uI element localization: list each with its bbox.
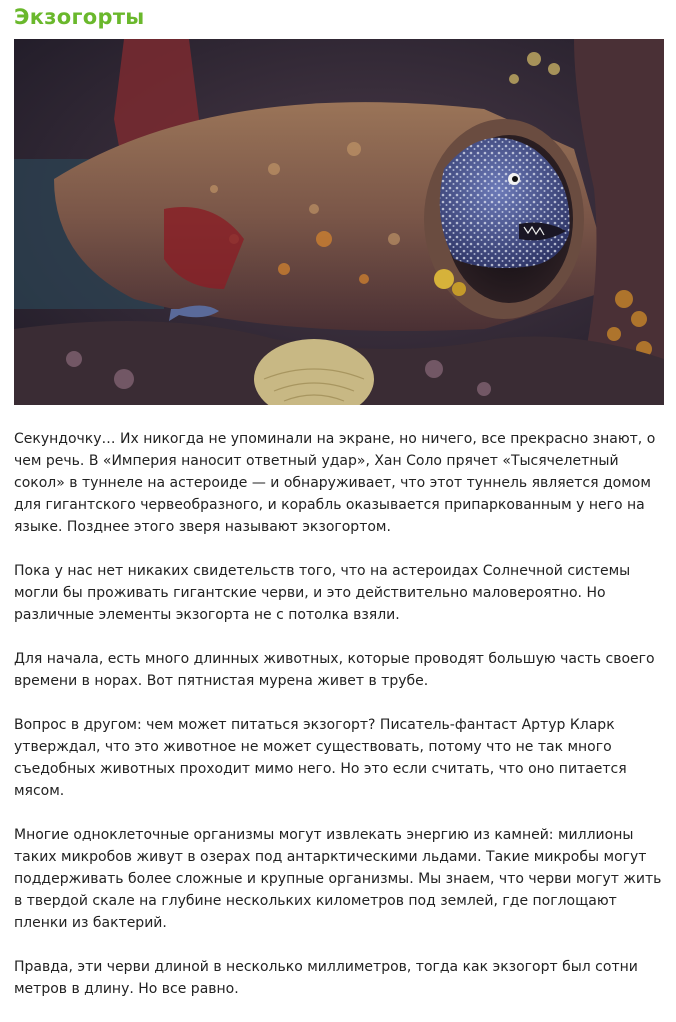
moray-eel-photo xyxy=(14,39,664,405)
paragraph: Вопрос в другом: чем может питаться экзогорт? Писатель-фантаст Артур Кларк утверждал, что это животное не может существовать, потому что не так много съедобных животных проходит мимо него. Но это если считать, что оно питается мясом. xyxy=(14,717,627,799)
paragraph: Для начала, есть много длинных животных, которые проводят большую часть своего времени в норах. Вот пятнистая мурена живет в трубе. xyxy=(14,651,655,689)
paragraph: Правда, эти черви длиной в несколько миллиметров, тогда как экзогорт был сотни метров в длину. Но все равно. xyxy=(14,959,638,997)
paragraph: Секундочку… Их никогда не упоминали на экране, но ничего, все прекрасно знают, о чем речь. В «Империя наносит ответный удар», Хан Соло прячет «Тысячелетный сокол» в туннеле на астероиде — и обнаруживает, что этот туннель является домом для гигантского червеобразного, и корабль оказывается припаркованным у него на языке. Позднее этого зверя называют экзогортом. xyxy=(14,431,656,535)
paragraph: Пока у нас нет никаких свидетельств того, что на астероидах Солнечной системы могли бы проживать гигантские черви, и это действительно маловероятно. Но различные элементы экзогорта не с потолка взяли. xyxy=(14,563,631,623)
paragraph: Многие одноклеточные организмы могут извлекать энергию из камней: миллионы таких микробов живут в озерах под антарктическими льдами. Такие микробы могут поддерживать более сложные и крупные организмы. Мы знаем, что черви могут жить в твердой скале на глубине нескольких километров под землей, где поглощают пленки из бактерий. xyxy=(14,827,662,931)
article-body xyxy=(14,428,666,1022)
article-title: Экзогорты xyxy=(14,5,145,29)
